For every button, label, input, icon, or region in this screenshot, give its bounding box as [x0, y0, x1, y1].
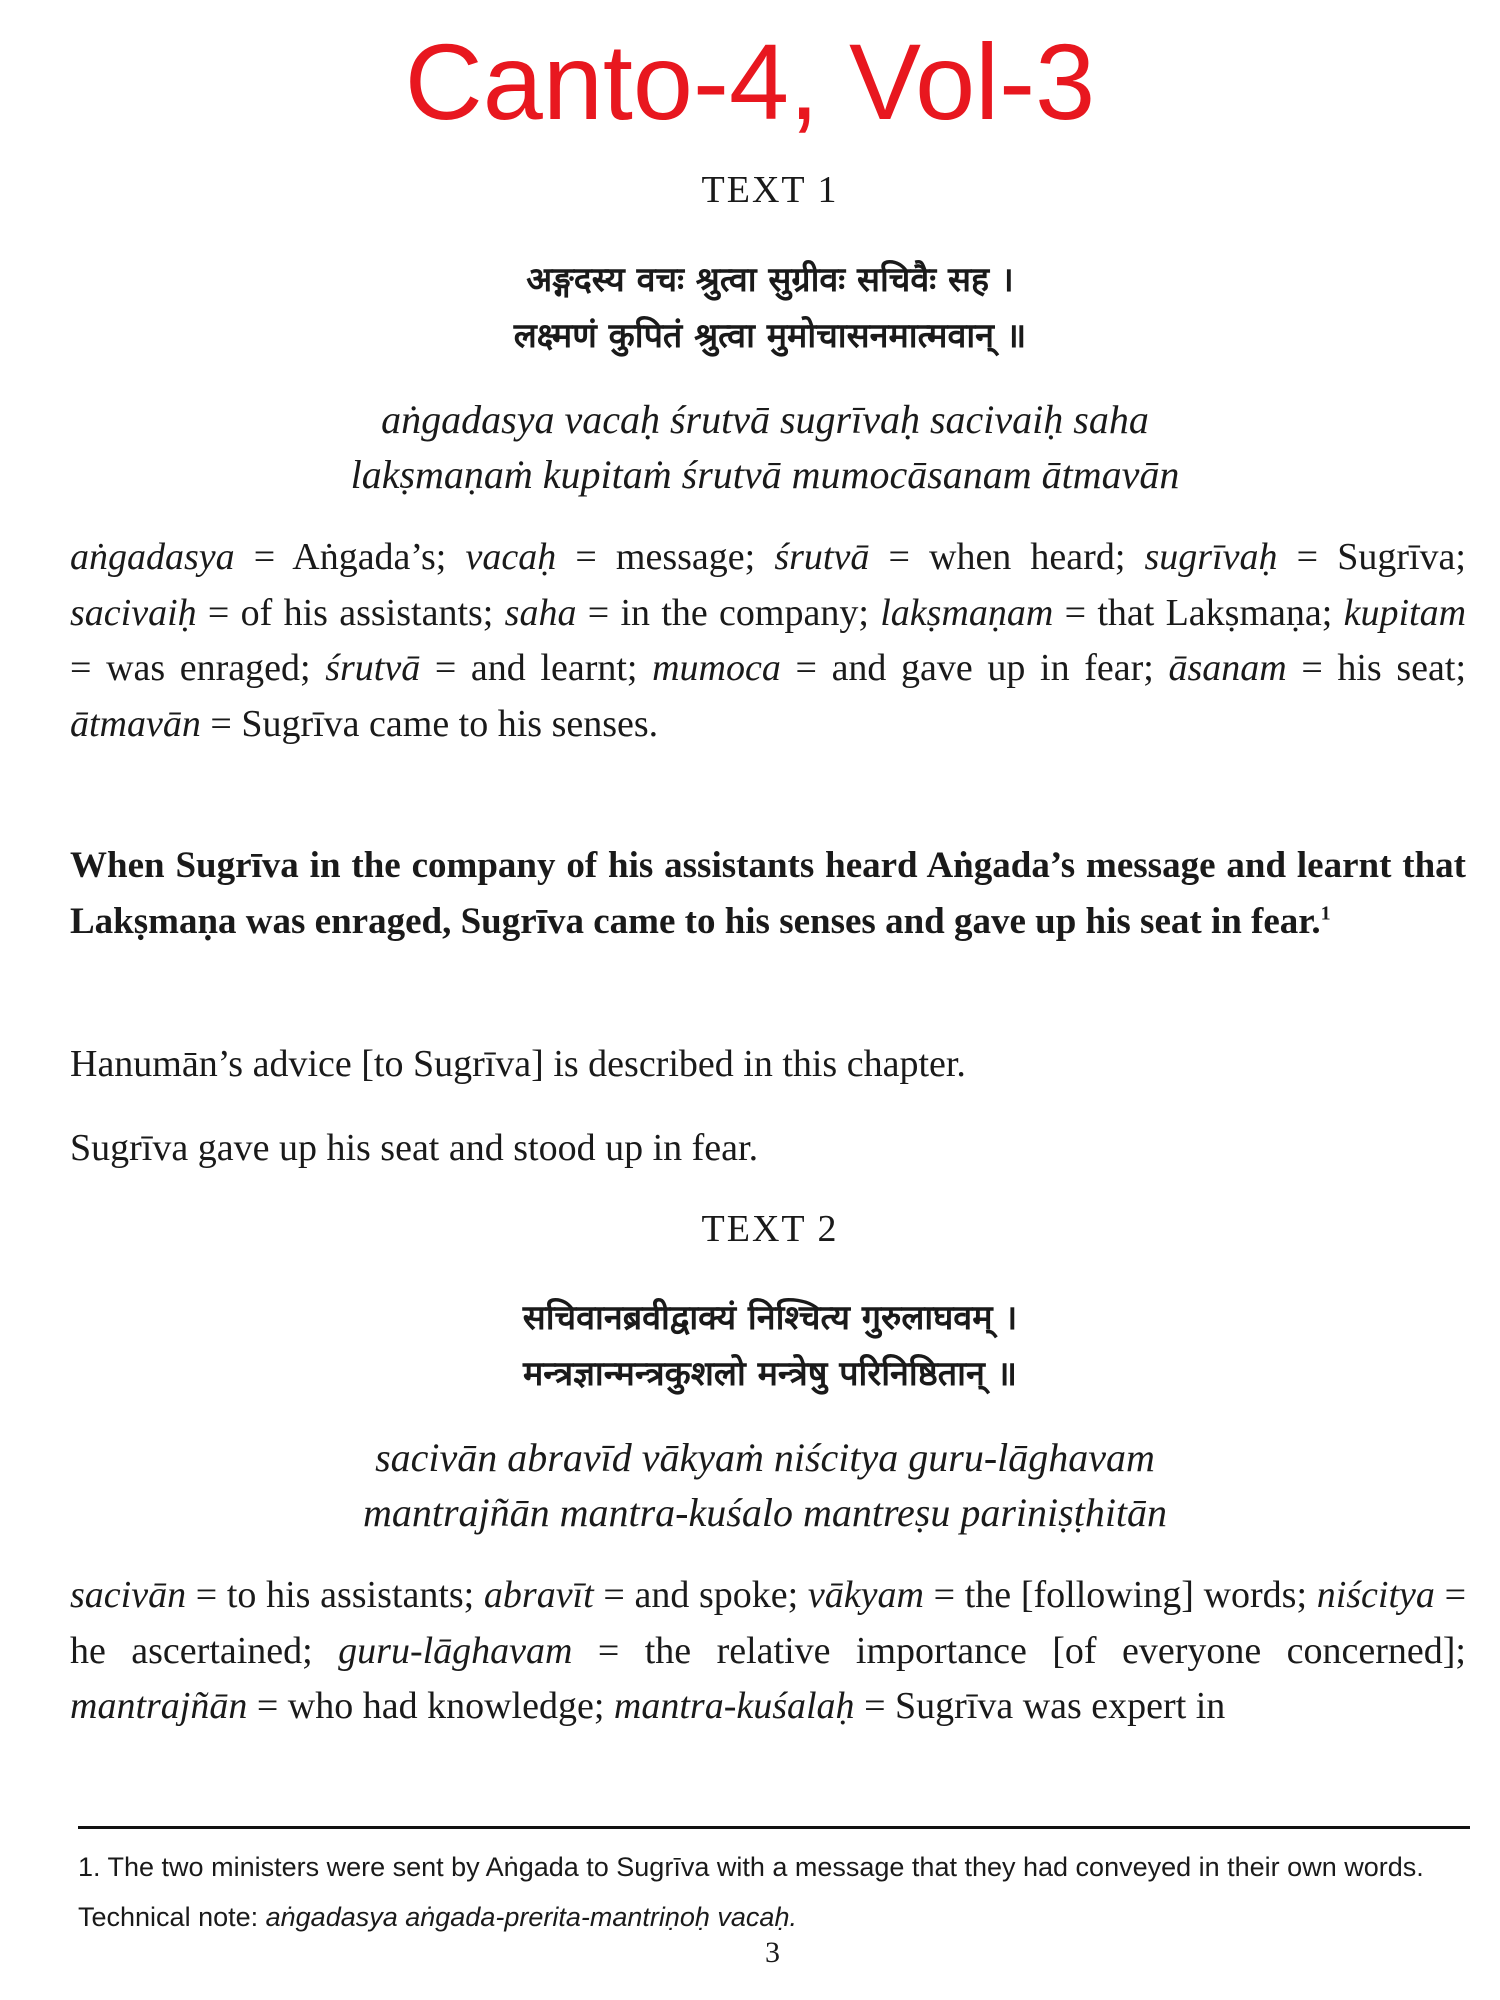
- synonym-word: aṅgadasya: [70, 536, 235, 578]
- synonym-meaning: his seat: [1337, 647, 1456, 689]
- text-1-transliteration-line-2: lakṣmaṇaṁ kupitaṁ śrutvā mumocāsanam ātmavān: [350, 452, 1180, 497]
- synonym-meaning: Sugrīva: [1337, 536, 1456, 578]
- text-2-transliteration-line-1: sacivān abravīd vākyaṁ niścitya guru-lāghavam: [375, 1435, 1155, 1480]
- synonym-meaning: to his assistants: [226, 1574, 464, 1616]
- synonym-meaning: and gave up in fear: [831, 647, 1144, 689]
- synonym-meaning: Sugrīva came to his senses.: [241, 702, 659, 745]
- synonym-word: mantra-kuśalaḥ: [613, 1685, 855, 1727]
- text-1-purport-2: Sugrīva gave up his seat and stood up in fear.: [70, 1127, 759, 1169]
- synonym-meaning: in the company: [620, 591, 859, 634]
- synonym-meaning: was enraged: [106, 647, 301, 689]
- text-2-heading: TEXT 2: [701, 1208, 839, 1250]
- synonym-word: ātmavān: [70, 702, 201, 745]
- synonym-meaning: the [following] words: [964, 1574, 1297, 1616]
- synonym-meaning: Sugrīva was expert in: [895, 1685, 1226, 1727]
- synonym-meaning: message: [615, 536, 745, 578]
- synonym-word: guru-lāghavam: [338, 1629, 573, 1672]
- synonym-word: lakṣmaṇam: [880, 591, 1054, 634]
- footnote-divider: [78, 1826, 1470, 1829]
- synonym-word: kupitam: [1343, 591, 1467, 634]
- synonym-word: mumoca: [652, 647, 781, 689]
- text-2-devanagari-line-2: मन्त्रज्ञान्मन्त्रकुशलो मन्त्रेषु परिनिष्ठितान् ॥: [522, 1354, 1018, 1394]
- text-1-devanagari-line-2: लक्ष्मणं कुपितं श्रुत्वा मुमोचासनमात्मवान् ॥: [513, 316, 1027, 356]
- translation-text: When Sugrīva in the company of his assistants heard Aṅgada’s message and learnt that Lakṣmaṇa was enraged, Sugrīva came to his senses and gave up his seat in fear.: [70, 845, 1466, 942]
- text-1-transliteration-line-1: aṅgadasya vacaḥ śrutvā sugrīvaḥ sacivaiḥ saha: [381, 397, 1149, 442]
- text-1-synonyms: aṅgadasya = Aṅgada’s; vacaḥ = message; śrutvā = when heard; sugrīvaḥ = Sugrīva; sacivaiḥ = of his assistants; saha = in the company; lakṣmaṇam = that Lakṣmaṇa; kupitam = was enraged; śrutvā = and learnt; mumoca = and gave up in fear; āsanam = his seat; ātmavān = Sugrīva came to his senses.: [70, 536, 1467, 745]
- text-1-devanagari-line-1: अङ्गदस्य वचः श्रुत्वा सुग्रीवः सचिवैः सह ।: [526, 260, 1014, 300]
- footnote-marker: 1: [1320, 902, 1331, 925]
- text-2-synonyms: sacivān = to his assistants; abravīt = and spoke; vākyam = the [following] words; niścitya = he ascertained; guru-lāghavam = the relative importance [of everyone concerned]; mantrajñān = who had knowledge; mantra-kuśalaḥ = Sugrīva was expert in: [70, 1574, 1467, 1727]
- synonym-word: abravīt: [483, 1574, 594, 1616]
- synonym-meaning: of his assistants: [240, 591, 483, 634]
- synonym-meaning: and spoke: [634, 1574, 788, 1616]
- synonym-meaning: and learnt: [470, 647, 627, 689]
- text-1-translation: [70, 838, 1466, 949]
- synonym-meaning: he ascertained: [70, 1629, 303, 1672]
- synonym-word: mantrajñān: [70, 1685, 248, 1727]
- synonym-word: sugrīvaḥ: [1144, 536, 1278, 578]
- synonym-meaning: who had knowledge: [287, 1685, 594, 1727]
- synonym-word: sacivaiḥ: [70, 591, 197, 634]
- synonym-meaning: Aṅgada’s: [292, 536, 436, 578]
- synonym-word: āsanam: [1168, 647, 1287, 689]
- synonym-word: vacaḥ: [465, 536, 557, 578]
- footnote-text: 1. The two ministers were sent by Aṅgada to Sugrīva with a message that they had conveyed in their own words. Technical note:: [78, 1852, 1424, 1932]
- volume-banner: Canto-4, Vol-3: [404, 21, 1096, 142]
- synonym-meaning: the relative importance [of everyone concerned]: [644, 1629, 1456, 1672]
- footnote-italic-text: aṅgadasya aṅgada-prerita-mantriṇoḥ vacaḥ.: [265, 1902, 797, 1932]
- synonym-word: niścitya: [1316, 1574, 1435, 1616]
- text-2-devanagari-line-1: सचिवानब्रवीद्वाक्यं निश्चित्य गुरुलाघवम् ।: [522, 1298, 1018, 1338]
- text-1-heading: TEXT 1: [701, 169, 839, 211]
- synonym-word: sacivān: [70, 1574, 187, 1616]
- synonym-meaning: when heard: [929, 536, 1115, 578]
- synonym-word: vākyam: [807, 1574, 924, 1616]
- synonym-word: saha: [504, 591, 577, 634]
- text-2-transliteration-line-2: mantrajñān mantra-kuśalo mantreṣu pariniṣṭhitān: [362, 1490, 1168, 1535]
- text-1-purport-1: Hanumān’s advice [to Sugrīva] is described in this chapter.: [70, 1043, 966, 1085]
- page-number: 3: [765, 1936, 780, 1969]
- synonym-word: śrutvā: [774, 536, 870, 578]
- synonym-word: śrutvā: [325, 647, 421, 689]
- footnote: [78, 1842, 1478, 1942]
- synonym-meaning: that Lakṣmaṇa: [1097, 591, 1322, 634]
